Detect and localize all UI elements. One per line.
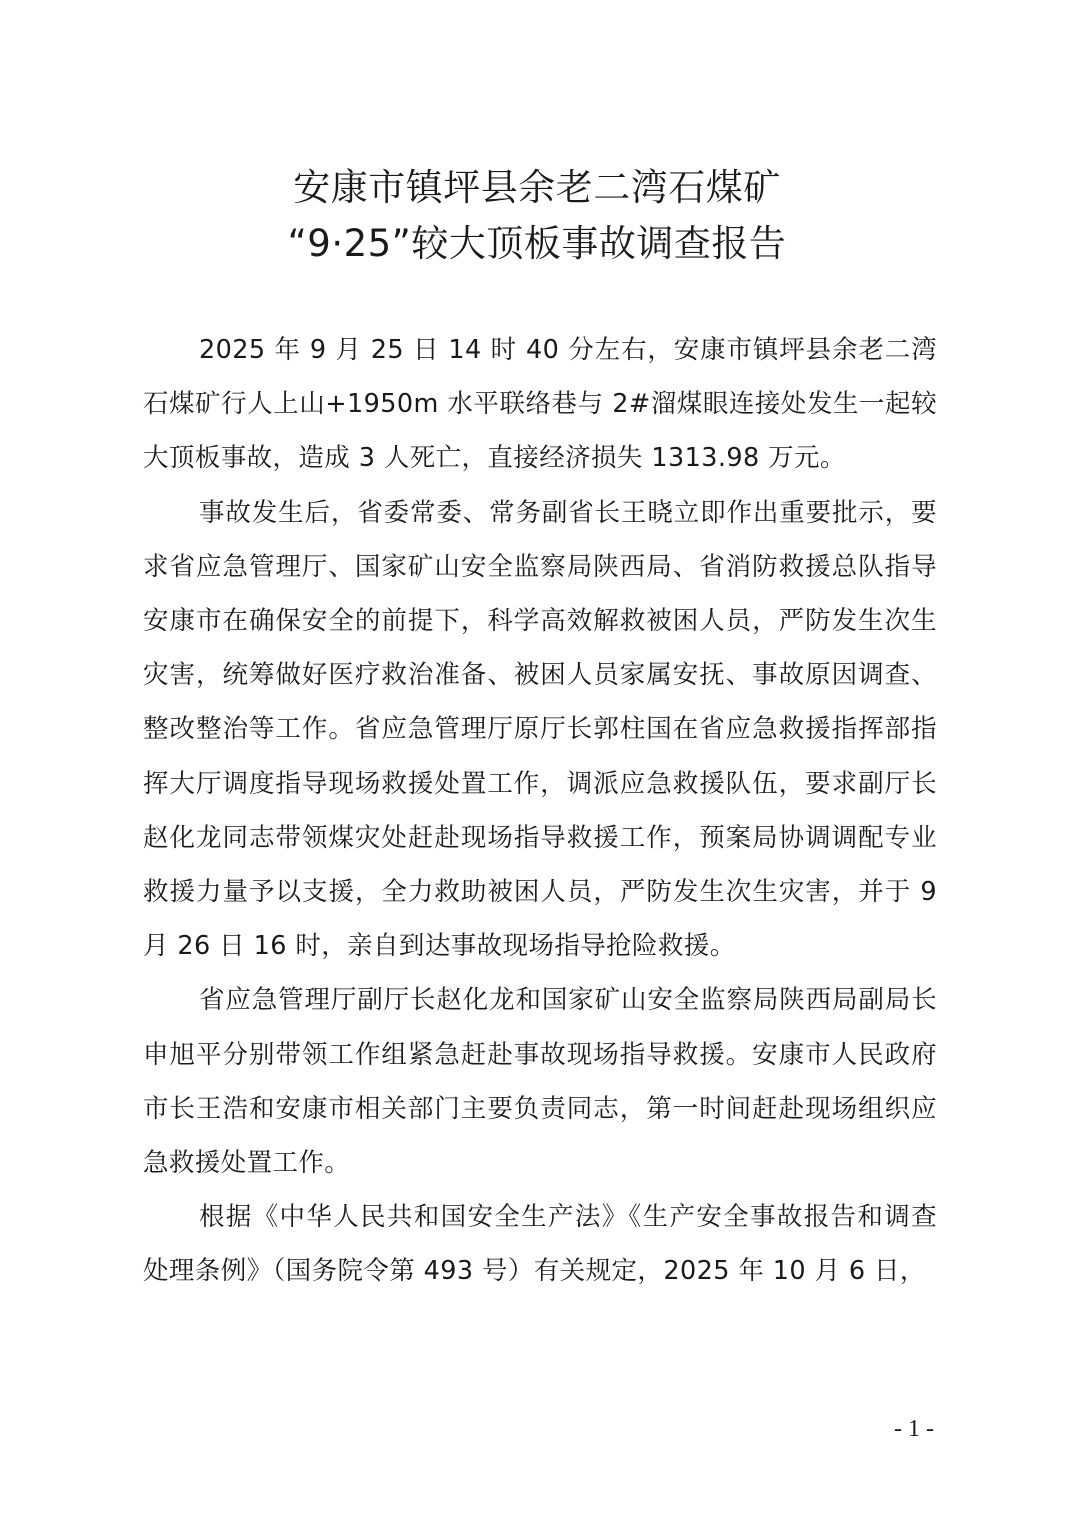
paragraph-rescue-teams: 省应急管理厅副厅长赵化龙和国家矿山安全监察局陕西局副局长申旭平分别带领工作组紧急赶赴事故现场指导救援。安康市人民政府市长王浩和安康市相关部门主要负责同志，第一时间赶赴现场组织应急救援处置工作。: [143, 985, 937, 1179]
paragraph-accident-summary: 2025 年 9 月 25 日 14 时 40 分左右，安康市镇坪县余老二湾石煤矿行人上山+1950m 水平联络巷与 2#溜煤眼连接处发生一起较大顶板事故，造成 3 人死亡，直接经济损失 1313.98 万元。: [143, 335, 937, 474]
paragraph-legal-basis: 根据《中华人民共和国安全生产法》《生产安全事故报告和调查处理条例》（国务院令第 493 号）有关规定，2025 年 10 月 6 日，: [143, 1202, 937, 1287]
page-number: - 1 -: [894, 1416, 934, 1442]
title-line-2: “9·25”较大顶板事故调查报告: [287, 222, 787, 265]
report-body: [143, 323, 937, 1299]
report-title: [0, 160, 1074, 272]
title-line-1: 安康市镇坪县余老二湾石煤矿: [293, 166, 781, 209]
paragraph-response-instructions: 事故发生后，省委常委、常务副省长王晓立即作出重要批示，要求省应急管理厅、国家矿山安全监察局陕西局、省消防救援总队指导安康市在确保安全的前提下，科学高效解救被困人员，严防发生次生灾害，统筹做好医疗救治准备、被困人员家属安抚、事故原因调查、整改整治等工作。省应急管理厅原厅长郭柱国在省应急救援指挥部指挥大厅调度指导现场救援处置工作，调派应急救援队伍，要求副厅长赵化龙同志带领煤灾处赶赴现场指导救援工作，预案局协调调配专业救援力量予以支援，全力救助被困人员，严防发生次生灾害，并于 9 月 26 日 16 时，亲自到达事故现场指导抢险救援。: [143, 497, 937, 962]
